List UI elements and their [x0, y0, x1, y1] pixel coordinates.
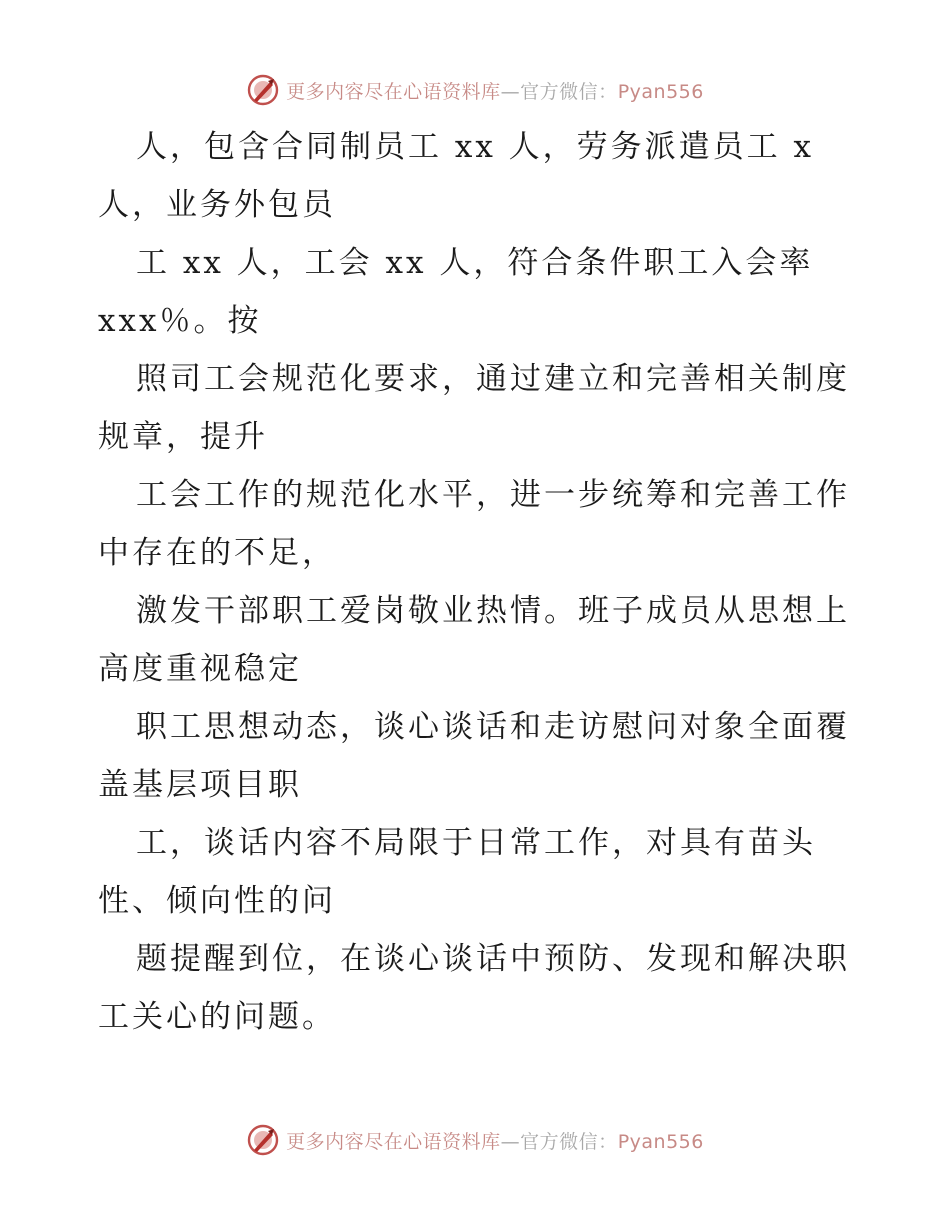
paragraph-line: 高度重视稳定: [98, 651, 302, 687]
watermark-text: 更多内容尽在心语资料库—官方微信：Pyan556: [286, 80, 704, 103]
paragraph-line: 照司工会规范化要求，通过建立和完善相关制度: [136, 361, 850, 397]
paragraph-line: 工会工作的规范化水平，进一步统筹和完善工作: [136, 477, 850, 513]
paragraph: [98, 234, 858, 350]
paragraph-line: 激发干部职工爱岗敬业热情。班子成员从思想上: [136, 593, 850, 629]
paragraph-line: 题提醒到位，在谈心谈话中预防、发现和解决职: [136, 941, 850, 977]
paragraph-line: xxx％。按: [98, 303, 262, 339]
paragraph: [98, 118, 858, 234]
footer-watermark: [0, 1120, 950, 1160]
paragraph-line: 性、倾向性的问: [98, 883, 336, 919]
paragraph-line: 工关心的问题。: [98, 999, 336, 1035]
paragraph: [98, 698, 858, 814]
paragraph: [98, 466, 858, 582]
header-watermark: [0, 70, 950, 110]
paragraph-line: 人，业务外包员: [98, 187, 336, 223]
paragraph-line: 工，谈话内容不局限于日常工作，对具有苗头: [136, 825, 816, 861]
paragraph-line: 中存在的不足，: [98, 535, 336, 571]
paragraph: [98, 814, 858, 930]
watermark-text: 更多内容尽在心语资料库—官方微信：Pyan556: [286, 1130, 704, 1153]
paragraph: [98, 582, 858, 698]
paragraph-line: 工 xx 人，工会 xx 人，符合条件职工入会率: [136, 245, 814, 281]
paragraph: [98, 930, 858, 1046]
body-text: [98, 118, 858, 1046]
paragraph-line: 人，包含合同制员工 xx 人，劳务派遣员工 x: [136, 129, 815, 165]
paragraph: [98, 350, 858, 466]
quill-seal-icon: [246, 1123, 280, 1157]
quill-seal-icon: [246, 73, 280, 107]
paragraph-line: 规章，提升: [98, 419, 268, 455]
paragraph-line: 职工思想动态，谈心谈话和走访慰问对象全面覆: [136, 709, 850, 745]
paragraph-line: 盖基层项目职: [98, 767, 302, 803]
